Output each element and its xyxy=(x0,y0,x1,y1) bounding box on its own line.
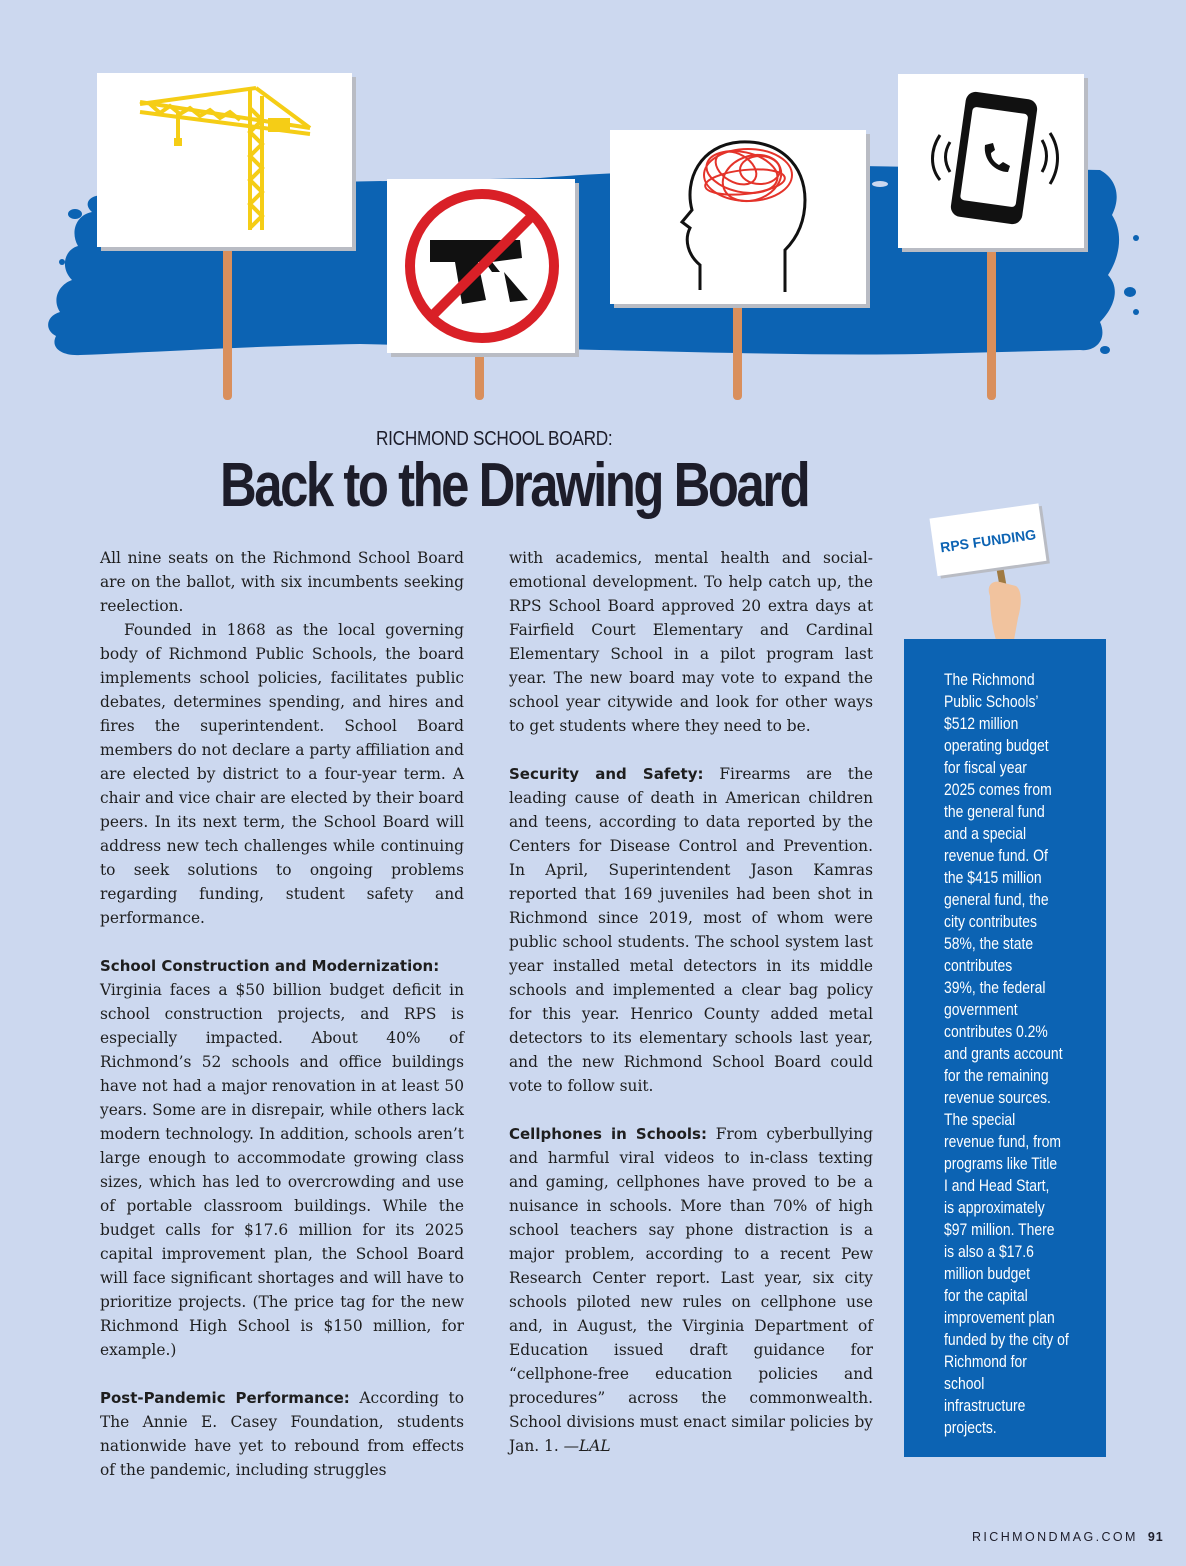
funding-sidebar xyxy=(904,639,1106,1457)
sidebar-text: The Richmond Public Schools’ $512 million operating budget for fiscal year 2025 comes from the general fund and a special revenue fund. Of the $415 million general fund, the city contributes 58%, the state contributes 39%, the federal government contributes 0.2% and grants account for the remaining revenue sources. The special revenue fund, from programs like Title I and Head Start, is approximately $97 million. There is also a $17.6 million budget for the capital improvement plan funded by the city of Richmond for school infrastructure projects. xyxy=(944,670,1069,1437)
page-number: 91 xyxy=(1147,1530,1164,1544)
security-body: Firearms are the leading cause of death in American children and teens, according to data reported by the Centers for Disease Control and Prevention. In April, Superintendent Jason Kamras reported that 169 juveniles had been shot in Richmond since 2019, most of whom were public school students. The school system last year installed metal detectors in its middle schools and implemented a clear bag policy for this year. Henrico County added metal detectors to its elementary schools last year, and the new Richmond School Board could vote to follow suit. xyxy=(509,765,873,1095)
cellphones-body: From cyberbullying and harmful viral videos to in-class texting and gaming, cellphones have proved to be a nuisance in schools. More than 70% of high school teachers say phone distraction is a major problem, according to a recent Pew Research Center report. Last year, six city schools piloted new rules on cellphone use and, in August, the Virginia Department of Education issued draft guidance for “cellphone-free education policies and procedures” across the commonwealth. School divisions must enact similar policies by Jan. 1. xyxy=(509,1125,873,1455)
brain-sign xyxy=(610,130,870,308)
crane-sign xyxy=(97,73,356,251)
board-background-paragraph: Founded in 1868 as the local governing body of Richmond Public Schools, the board implements school policies, facilitates public debates, determines spending, and hires and fires the superintendent. School Board members do not declare a party affiliation and are elected by district to a four-year term. A chair and vice chair are elected by their board peers. In its next term, the School Board will address new tech challenges while continuing to seek solutions to ongoing problems regarding funding, student safety and performance. xyxy=(100,621,464,927)
section-kicker: RICHMOND SCHOOL BOARD: xyxy=(376,428,613,450)
article-column-1 xyxy=(100,546,464,1482)
site-name: RICHMONDMAG.COM xyxy=(972,1530,1138,1544)
cellphones-heading: Cellphones in Schools: xyxy=(509,1125,707,1143)
funding-sign-label: RPS FUNDING xyxy=(939,526,1037,556)
author-signature: —LAL xyxy=(563,1437,611,1455)
rps-funding-hand-sign xyxy=(926,500,1066,645)
no-gun-sign xyxy=(387,179,579,357)
protest-signs-illustration xyxy=(0,0,1186,420)
construction-section xyxy=(100,954,464,1362)
construction-body: Virginia faces a $50 billion budget deficit in school construction projects, and RPS is especially impacted. About 40% of Richmond’s 52 schools and office buildings have not had a major renovation in at least 50 years. Some are in disrepair, while others lack modern technology. In addition, schools aren’t large enough to accommodate growing class sizes, which has led to overcrowding and use of portable classroom buildings. While the budget calls for $17.6 million for its 2025 capital improvement plan, the School Board will face significant shortages and will have to prioritize projects. (The price tag for the new Richmond High School is $150 million, for example.) xyxy=(100,981,464,1359)
pandemic-body-continued: with academics, mental health and social-emotional development. To help catch up, the RPS School Board approved 20 extra days at Fairfield Court Elementary and Cardinal Elementary School in a pilot program last year. The new board may vote to expand the school year citywide and look for other ways to get students where they need to be. xyxy=(509,549,873,735)
page-folio xyxy=(972,1530,1164,1544)
article-column-2 xyxy=(509,546,873,1458)
security-section xyxy=(509,762,873,1098)
construction-heading: School Construction and Modernization: xyxy=(100,957,440,975)
page-title: Back to the Drawing Board xyxy=(220,451,809,520)
pandemic-heading: Post-Pandemic Performance: xyxy=(100,1389,350,1407)
cellphones-section xyxy=(509,1122,873,1458)
pandemic-section xyxy=(100,1386,464,1482)
phone-sign xyxy=(898,74,1088,252)
security-heading: Security and Safety: xyxy=(509,765,704,783)
intro-paragraph: All nine seats on the Richmond School Board are on the ballot, with six incumbents seeking reelection. xyxy=(100,549,464,615)
pandemic-body-start: According to The Annie E. Casey Foundation, students nationwide have yet to rebound from effects of the pandemic, including struggles xyxy=(100,1389,464,1479)
